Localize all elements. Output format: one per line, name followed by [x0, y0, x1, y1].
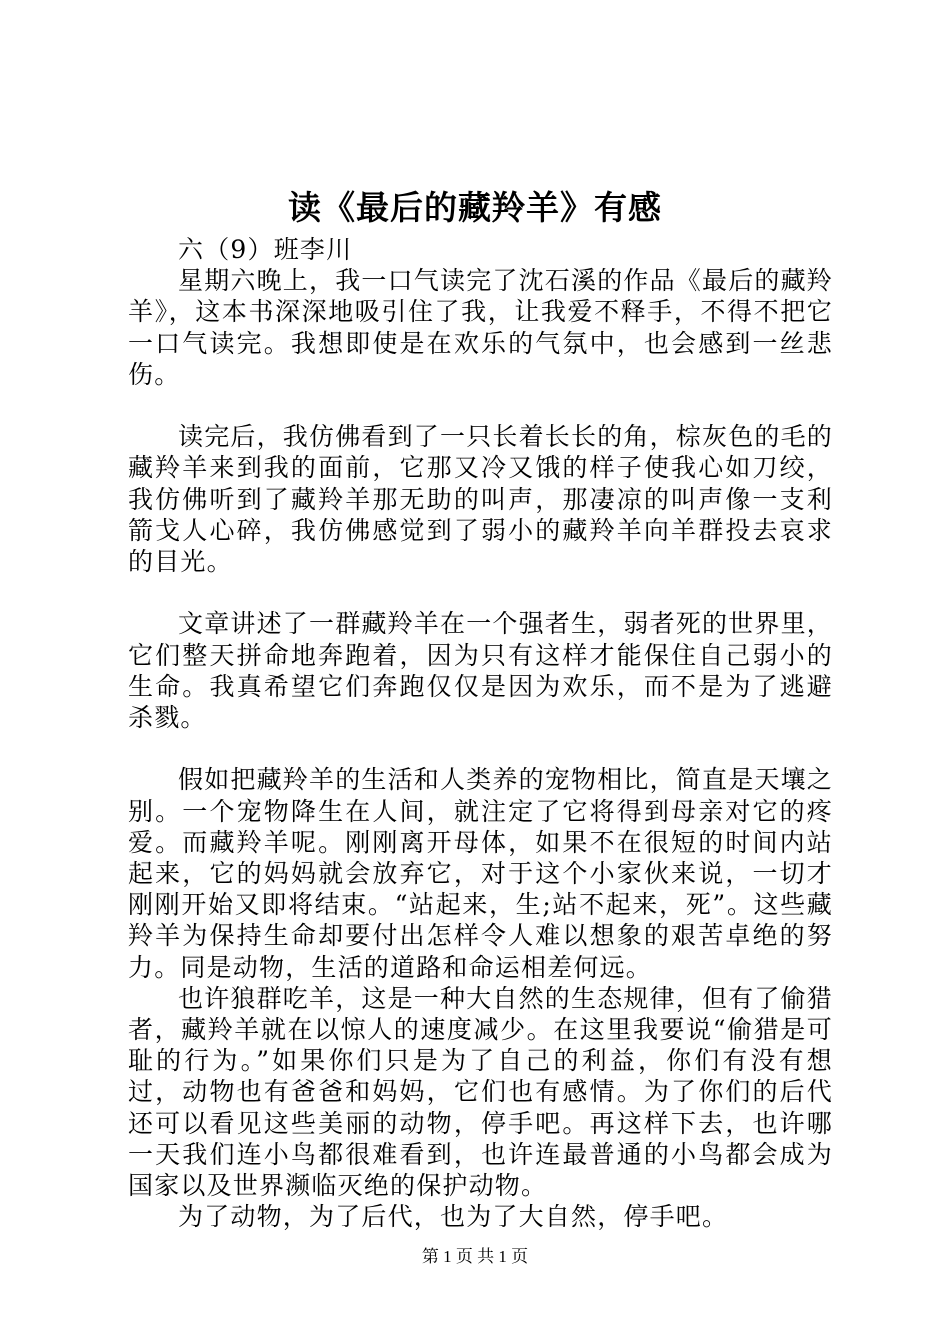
document-body [128, 234, 833, 1232]
document-title: 读《最后的藏羚羊》有感 [288, 188, 662, 227]
paragraph-3: 文章讲述了一群藏羚羊在一个强者生，弱者死的世界里，它们整天拼命地奔跑着，因为只有这样才能保住自己弱小的生命。我真希望它们奔跑仅仅是因为欢乐，而不是为了逃避杀戮。 [128, 609, 834, 733]
page-footer: 第 1 页 共 1 页 [421, 1247, 529, 1266]
paragraph-4: 假如把藏羚羊的生活和人类养的宠物相比，简直是天壤之别。一个宠物降生在人间，就注定了它将得到母亲对它的疼爱。而藏羚羊呢。刚刚离开母体，如果不在很短的时间内站起来，它的妈妈就会放弃它，对于这个小家伙来说，一切才刚刚开始又即将结束。“站起来，生;站不起来，死”。这些藏羚羊为保持生命却要付出怎样令人难以想象的艰苦卓绝的努力。同是动物，生活的道路和命运相差何远。 [128, 765, 834, 982]
paragraph-1: 星期六晚上，我一口气读完了沈石溪的作品《最后的藏羚羊》，这本书深深地吸引住了我，让我爱不释手，不得不把它一口气读完。我想即使是在欢乐的气氛中，也会感到一丝悲伤。 [128, 266, 834, 389]
author-line: 六（9）班李川 [178, 235, 353, 264]
paragraph-6: 为了动物，为了后代，也为了大自然，停手吧。 [178, 1202, 729, 1232]
paragraph-2: 读完后，我仿佛看到了一只长着长长的角，棕灰色的毛的藏羚羊来到我的面前，它那又冷又饿的样子使我心如刀绞，我仿佛听到了藏羚羊那无助的叫声，那凄凉的叫声像一支利箭戈人心碎，我仿佛感觉到了弱小的藏羚羊向羊群投去哀求的目光。 [128, 422, 834, 577]
paragraph-5: 也许狼群吃羊，这是一种大自然的生态规律，但有了偷猎者，藏羚羊就在以惊人的速度减少。在这里我要说“偷猎是可耻的行为。”如果你们只是为了自己的利益，你们有没有想过，动物也有爸爸和妈妈，它们也有感情。为了你们的后代还可以看见这些美丽的动物，停手吧。再这样下去，也许哪一天我们连小鸟都很难看到，也许连最普通的小鸟都会成为国家以及世界濒临灭绝的保护动物。 [128, 983, 834, 1201]
